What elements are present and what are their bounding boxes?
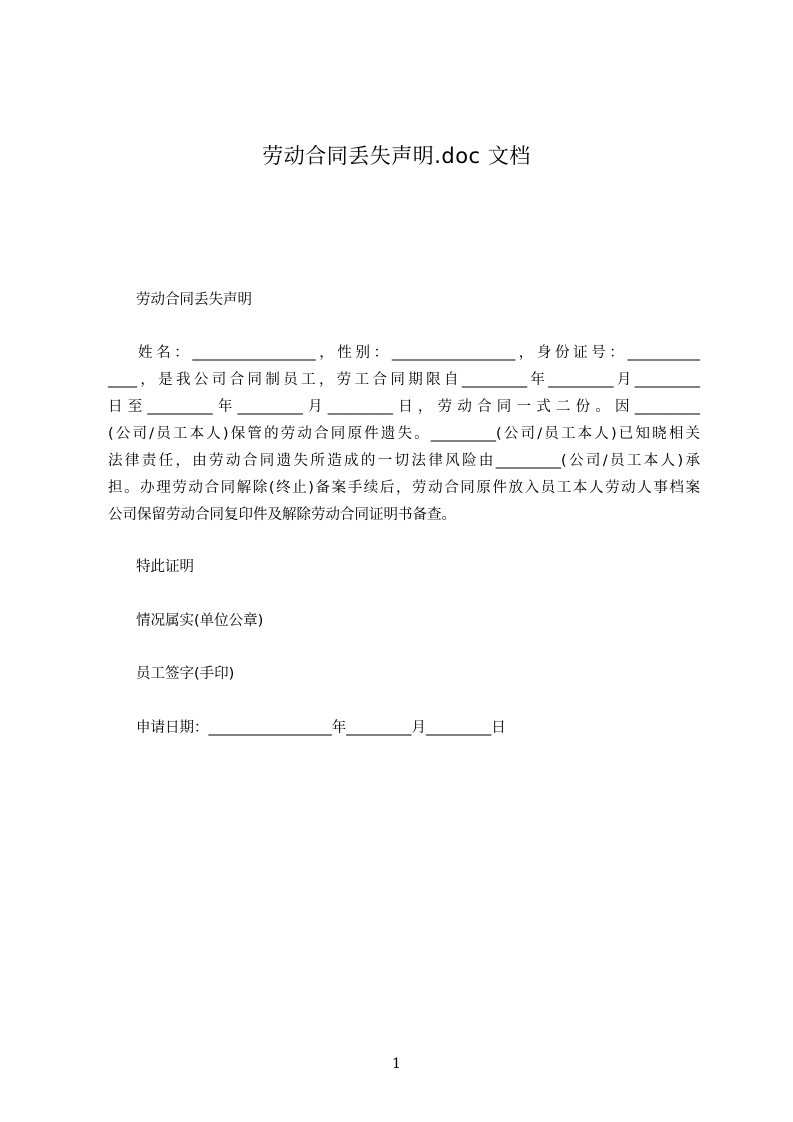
body-line-6: 担。办理劳动合同解除(终止)备案手续后，劳动合同原件放入员工本人劳动人事档案 <box>108 480 700 496</box>
employee-signature-label: 员工签字(手印) <box>136 666 235 682</box>
body-line-1: 姓名：_________________，性别：_________________，身份证号：__________ <box>138 345 700 361</box>
body-line-3: 日至_________年_________月_________日，劳动合同一式二份。因_________ <box>108 399 700 415</box>
application-date-line: 申请日期：_________________年_________月_________日 <box>136 720 506 736</box>
unit-seal-label: 情况属实(单位公章) <box>136 613 264 629</box>
page-number: 1 <box>392 1056 401 1072</box>
document-title: 劳动合同丢失声明.doc 文档 <box>262 144 531 168</box>
body-line-7: 公司保留劳动合同复印件及解除劳动合同证明书备查。 <box>108 507 456 523</box>
body-line-2: ____，是我公司合同制员工，劳工合同期限自_________年_________月_________ <box>108 372 700 388</box>
body-line-5: 法律责任，由劳动合同遗失所造成的一切法律风险由_________(公司/员工本人)承 <box>108 453 700 469</box>
statement-heading: 劳动合同丢失声明 <box>136 292 252 308</box>
body-line-4: (公司/员工本人)保管的劳动合同原件遗失。_________(公司/员工本人)已知晓相关 <box>108 426 700 442</box>
special-note: 特此证明 <box>136 559 194 575</box>
